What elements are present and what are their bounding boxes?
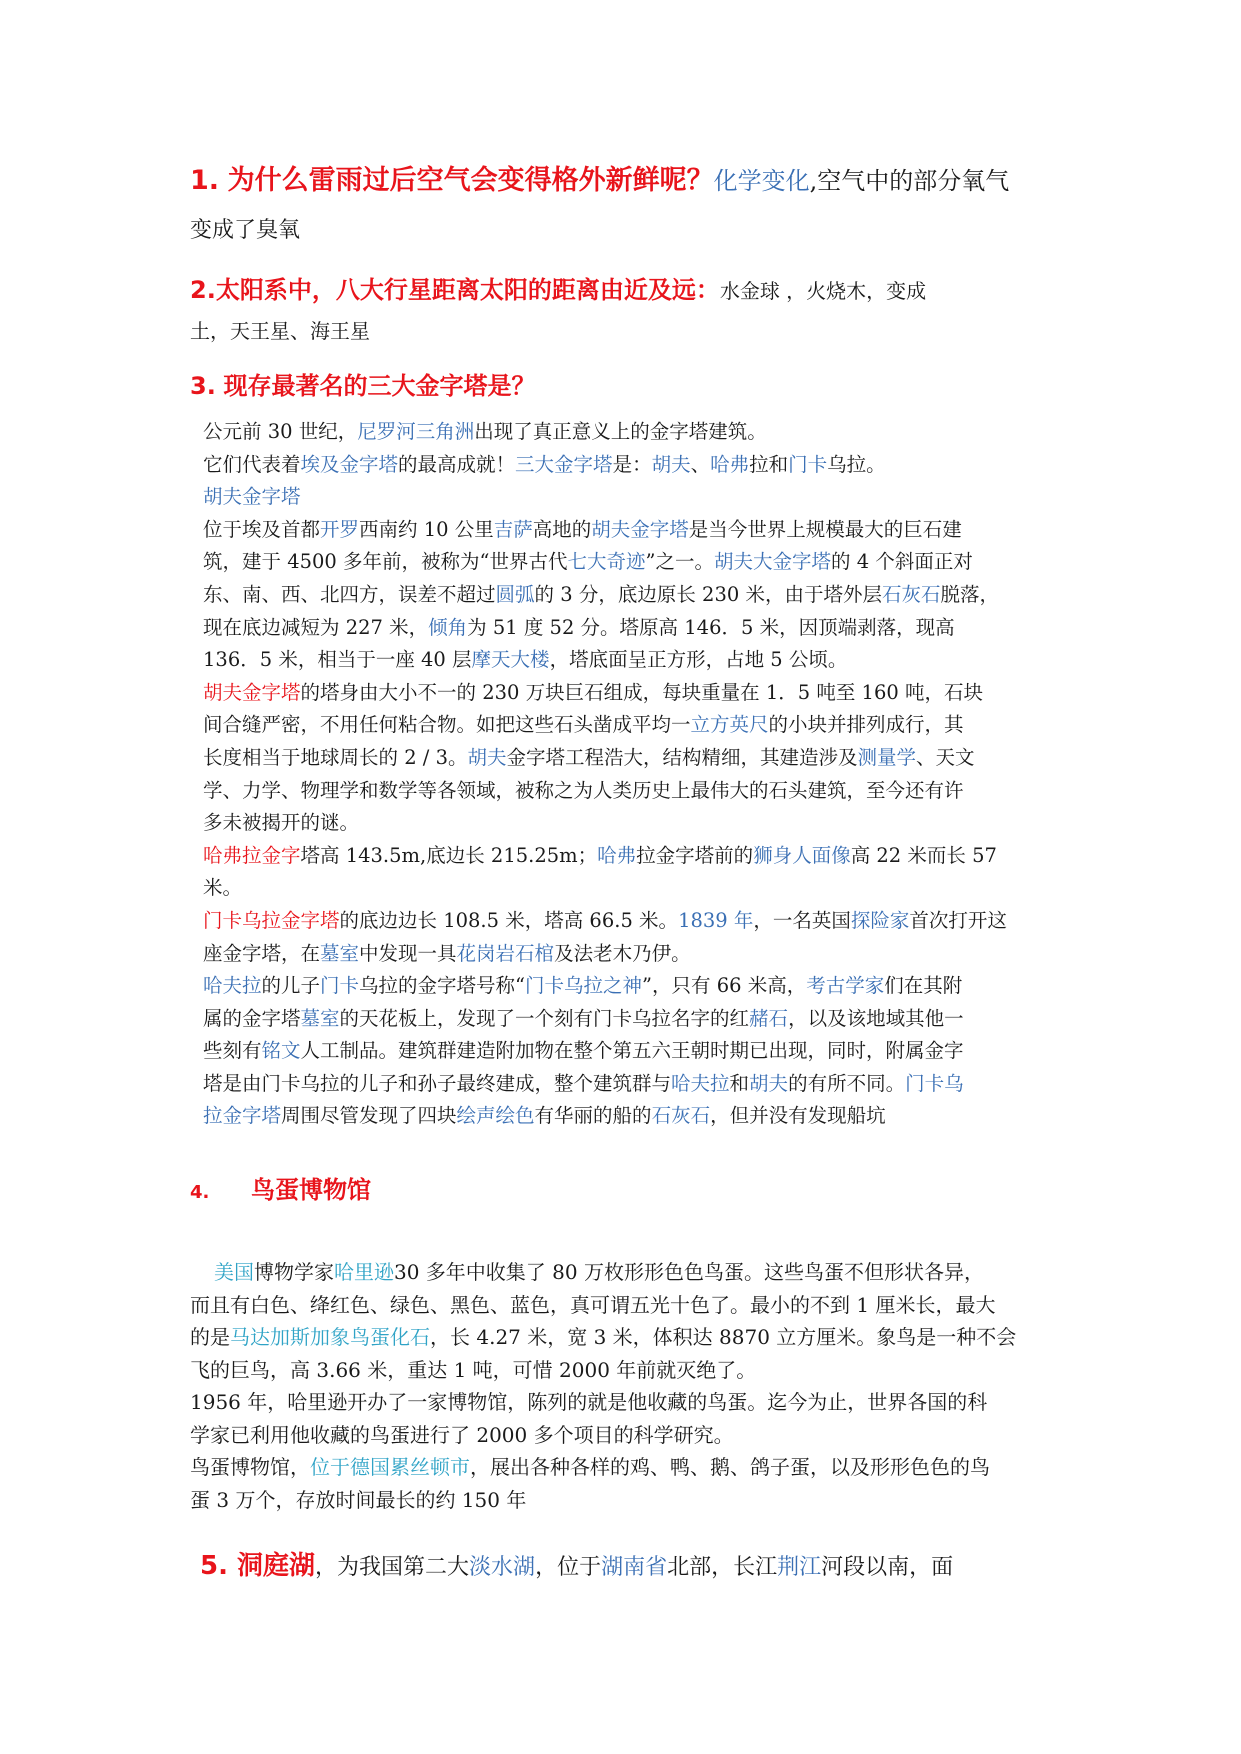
link-khafre-name[interactable]: 哈夫拉 [671,1071,730,1095]
link-freshwater-lake[interactable]: 淡水湖 [469,1555,536,1580]
q2-block [190,272,1070,349]
text: 的最高成就！ [398,452,516,476]
q4-number: 4. [190,1182,210,1203]
link-tomb[interactable]: 墓室 [300,1006,340,1030]
q3-p7-line2 [203,938,1063,971]
q5-block [200,1548,1080,1586]
text: 间合缝严密，不用任何粘合物。如把这些石头凿成平均一 [203,713,691,737]
link-menkaure-pyramid[interactable]: 拉金字塔 [203,1104,282,1128]
text: 的 4 个斜面正对 [831,550,973,574]
q4-p3-line2: 蛋 3 万个，存放时间最长的约 150 年 [190,1487,527,1512]
text: 河段以南，面 [821,1555,954,1580]
link-cubic-foot[interactable]: 立方英尺 [690,713,769,737]
q3-p5-line3 [203,742,1063,775]
text: ”，只有 66 米高， [642,974,807,998]
link-limestone[interactable]: 石灰石 [651,1104,711,1128]
text: ，展出各种各样的鸡、鸭、鹅、鸽子蛋，以及形形色色的鸟 [470,1455,990,1479]
q4-p3-line1 [190,1451,1070,1484]
q3-p8-line1 [203,970,1063,1003]
q4-p2-line2: 学家已利用他收藏的鸟蛋进行了 2000 多个项目的科学研究。 [190,1422,734,1447]
q4-p1-line2: 而且有白色、绛红色、绿色、黑色、蓝色，真可谓五光十色了。最小的不到 1 厘米长，最大 [190,1292,996,1317]
text: 高地的 [532,517,592,541]
link-explorer[interactable]: 探险家 [850,908,910,932]
q3-p4-line4 [203,612,1063,645]
link-nile-delta[interactable]: 尼罗河三角洲 [357,420,475,443]
text: 的小块并排列成行，其 [768,713,964,737]
text: 塔高 143.5m,底边长 215.25m； [300,843,598,867]
link-giza[interactable]: 吉萨 [493,517,533,541]
text: 是： [612,452,652,476]
text: 东、南、西、北四方，误差不超过 [203,582,496,606]
red-link-menkaure-pyramid[interactable]: 门卡乌拉金字塔 [203,908,340,932]
text: 的底边边长 108.5 米，塔高 66.5 米。 [339,908,679,932]
link-three-pyramids[interactable]: 三大金字塔 [515,452,613,476]
text: 博物学家 [254,1260,334,1284]
link-skyscraper[interactable]: 摩天大楼 [471,648,550,672]
text: 些刻有 [203,1039,262,1063]
q3-p6-line2: 米。 [203,876,243,900]
link-inscription[interactable]: 铭文 [261,1039,301,1063]
q3-p5-line4: 学、力学、物理学和数学等各领域，被称之为人类历史上最伟大的石头建筑，至今还有许 [203,778,964,802]
q3-p3 [203,481,1063,514]
text: 西南约 10 公里 [359,517,494,541]
link-surveying[interactable]: 测量学 [857,745,917,769]
text: 30 多年中收集了 80 万枚形形色色鸟蛋。这些鸟蛋不但形状各异， [394,1260,984,1284]
text: 座金字塔，在 [203,941,321,965]
link-archaeologist[interactable]: 考古学家 [806,974,885,998]
text: 们在其附 [884,974,963,998]
q2-answer-line2: 土，天王星、海王星 [190,319,370,343]
link-cairo[interactable]: 开罗 [320,517,360,541]
q3-p4-line5 [203,644,1063,677]
link-great-pyramid[interactable]: 胡夫大金字塔 [714,550,832,574]
text: ”之一。 [645,550,714,574]
link-limestone[interactable]: 石灰石 [881,582,941,606]
text: 是当今世界上规模最大的巨石建 [688,517,962,541]
q3-p8-line5 [203,1100,1063,1133]
text: 鸟蛋博物馆， [190,1455,310,1479]
link-khafre[interactable]: 哈弗 [597,843,637,867]
link-harrison[interactable]: 哈里逊 [334,1260,394,1284]
text: 位于埃及首都 [203,517,321,541]
q3-p8-line2 [203,1003,1063,1036]
red-link-khufu-pyramid[interactable]: 胡夫金字塔 [203,680,301,704]
q3-p8-line4 [203,1068,1063,1101]
text: 高 22 米而长 57 [850,843,997,867]
red-link-khafre-pyramid[interactable]: 哈弗拉金字 [203,843,301,867]
text: ，为我国第二大 [315,1555,470,1580]
text: 、天文 [916,745,975,769]
q1-answer-line2: 变成了臭氧 [190,218,301,243]
link-germany-city[interactable]: 位于德国累丝顿市 [310,1455,470,1479]
text: ，塔底面呈正方形，占地 5 公顷。 [549,648,848,672]
q3-question: 现存最著名的三大金字塔是？ [223,372,536,400]
text: 北部，长江 [667,1555,778,1580]
q2-question: 2.太阳系中，八大行星距离太阳的距离由近及远： [190,276,720,304]
link-khufu-pyramid[interactable]: 胡夫金字塔 [591,517,689,541]
text: 它们代表着 [203,452,301,476]
text: 首次打开这 [909,908,1007,932]
q4-heading [190,1172,1070,1211]
text: 及法老木乃伊。 [554,941,691,965]
text: 塔是由门卡乌拉的儿子和孙子最终建成，整个建筑群与 [203,1071,672,1095]
q4-p1-line3 [190,1321,1070,1354]
link-jingjiang[interactable]: 荆江 [777,1555,822,1580]
text: 136．5 米，相当于一座 40 层 [203,648,472,672]
q3-heading [190,368,1070,404]
text: 现在底边减短为 227 米， [203,615,429,639]
link-menkaure[interactable]: 门卡 [320,974,360,998]
q4-p1-line4: 飞的巨鸟，高 3.66 米，重达 1 吨，可惜 2000 年前就灭绝了。 [190,1357,757,1382]
link-divine-menkaure[interactable]: 门卡乌拉之神 [525,974,643,998]
q4-body [190,1256,1070,1516]
text: 中发现一具 [359,941,457,965]
text: 属的金字塔 [203,1006,301,1030]
q1-block [190,162,1070,250]
text: ，长 4.27 米，宽 3 米，体积达 8870 立方厘米。象鸟是一种不会 [430,1325,1017,1349]
text: ，以及该地域其他一 [788,1006,964,1030]
text: 和 [729,1071,750,1095]
q3-p1 [203,416,1063,449]
link-tomb[interactable]: 墓室 [320,941,360,965]
text: ，一名英国 [753,908,851,932]
text: 的儿子 [261,974,321,998]
link-khufu[interactable]: 胡夫 [467,745,507,769]
link-seven-wonders[interactable]: 七大奇迹 [567,550,646,574]
link-egypt-pyramids[interactable]: 埃及金字塔 [300,452,399,476]
q3-p4-line3 [203,579,1063,612]
text: 脱落， [940,582,999,606]
link-menkaure-pyramid[interactable]: 门卡乌 [905,1071,964,1095]
text: 拉金字塔前的 [636,843,754,867]
q1-number: 1. [190,165,220,196]
text: 筑，建于 4500 多年前，被称为“世界古代 [203,550,568,574]
q3-p8-line3 [203,1035,1063,1068]
q2-answer-line1: 水金球 ，火烧木，变成 [719,279,927,303]
text: 的 3 分，底边原长 230 米，由于塔外层 [534,582,882,606]
q3-body [203,416,1063,1133]
text: 、 [690,452,711,476]
q3-p4-line1 [203,514,1063,547]
link-usa[interactable]: 美国 [214,1260,254,1284]
text: 乌拉。 [827,452,886,476]
text: 周围尽管发现了四块 [281,1104,457,1128]
link-1839[interactable]: 1839 年 [678,908,754,932]
text: 的有所不同。 [788,1071,906,1095]
q3-p4-line2 [203,546,1063,579]
q3-p5-line5: 多未被揭开的谜。 [203,811,360,835]
text: 的是 [190,1325,230,1349]
text: 公元前 30 世纪， [203,420,358,443]
q3-number: 3. [190,372,216,400]
q3-p5-line1 [203,677,1063,710]
text: 长度相当于地球周长的 2 / 3。 [203,745,468,769]
link-menkaure[interactable]: 门卡 [788,452,828,476]
q3-p6-line1 [203,840,1063,873]
link-ochre[interactable]: 赭石 [749,1006,789,1030]
text: 拉和 [749,452,789,476]
q3-p7-line1 [203,905,1063,938]
text: 的塔身由大小不一的 230 万块巨石组成，每块重量在 1．5 吨至 160 吨，石块 [300,680,983,704]
link-khufu-pyramid[interactable]: 胡夫金字塔 [203,485,301,509]
q4-title: 鸟蛋博物馆 [251,1176,372,1204]
text: 为 51 度 52 分。塔原高 146．5 米，因顶端剥落，现高 [467,615,955,639]
link-inclination[interactable]: 倾角 [428,615,468,639]
q4-p1-line1 [190,1256,1070,1289]
text: 有华丽的船的 [534,1104,652,1128]
q4-p2-line1: 1956 年，哈里逊开办了一家博物馆，陈列的就是他收藏的鸟蛋。迄今为止，世界各国的科 [190,1390,988,1414]
link-vivid[interactable]: 绘声绘色 [456,1104,535,1128]
text: ，位于 [535,1555,602,1580]
text: 金字塔工程浩大，结构精细，其建造涉及 [506,745,858,769]
link-khufu[interactable]: 胡夫 [651,452,691,476]
link-khufu[interactable]: 胡夫 [749,1071,789,1095]
text: 的天花板上，发现了一个刻有门卡乌拉名字的红 [339,1006,750,1030]
link-khafre-name[interactable]: 哈夫拉 [203,974,262,998]
q1-question: 为什么雷雨过后空气会变得格外新鲜呢？ [227,165,714,196]
link-sphinx[interactable]: 狮身人面像 [753,843,851,867]
text: 出现了真正意义上的金字塔建筑。 [474,420,767,443]
text: 乌拉的金字塔号称“ [359,974,526,998]
q3-p5-line2 [203,709,1063,742]
link-granite-sarcophagus[interactable]: 花岗岩石棺 [456,941,555,965]
q1-answer-text: ,空气中的部分氧气 [809,167,1010,195]
text: 人工制品。建筑群建造附加物在整个第五六王朝时期已出现，同时，附属金字 [300,1039,964,1063]
q5-heading: 5. 洞庭湖 [200,1551,316,1581]
q1-answer-link[interactable]: 化学变化 [713,167,810,195]
link-hunan[interactable]: 湖南省 [601,1555,668,1580]
link-arc[interactable]: 圆弧 [495,582,535,606]
q3-p2 [203,449,1063,482]
link-khafre[interactable]: 哈弗 [710,452,750,476]
link-elephant-bird-egg-fossil[interactable]: 马达加斯加象鸟蛋化石 [230,1325,430,1349]
text: ，但并没有发现船坑 [710,1104,886,1128]
